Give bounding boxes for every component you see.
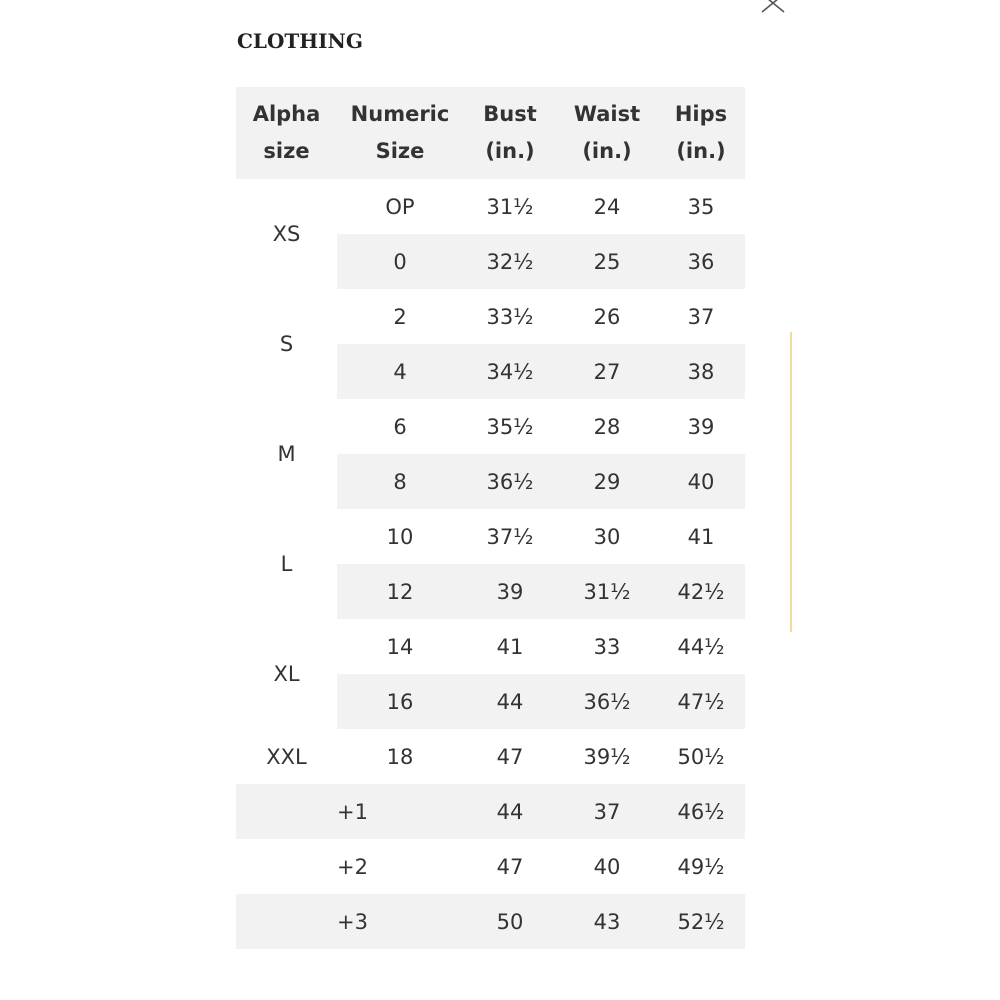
- waist-cell: 37: [557, 784, 657, 839]
- alpha-size-cell: XL: [236, 619, 337, 729]
- hips-cell: 35: [687, 194, 715, 219]
- page-title: CLOTHING: [237, 29, 363, 53]
- table-row: [236, 179, 745, 234]
- header-alpha-size: Alpha size: [236, 87, 337, 179]
- waist-cell: 36½: [557, 674, 657, 729]
- table-row: [236, 729, 745, 784]
- bust-cell: 41: [496, 634, 524, 659]
- waist-cell: 25: [557, 234, 657, 289]
- waist-cell: 26: [593, 304, 621, 329]
- waist-cell: 30: [593, 524, 621, 549]
- hips-cell: 50½: [677, 744, 725, 769]
- numeric-size-cell: 8: [337, 454, 463, 509]
- numeric-size-cell: 18: [386, 744, 414, 769]
- hips-cell: 49½: [677, 854, 725, 879]
- waist-cell: 29: [557, 454, 657, 509]
- bust-cell: 33½: [486, 304, 534, 329]
- bust-cell: 39: [463, 564, 557, 619]
- bust-cell: 35½: [486, 414, 534, 439]
- table-row: [236, 839, 745, 894]
- bust-cell: 34½: [463, 344, 557, 399]
- hips-cell: 47½: [657, 674, 745, 729]
- close-button[interactable]: [756, 0, 790, 14]
- hips-cell: 38: [657, 344, 745, 399]
- alpha-size-cell: M: [236, 399, 337, 509]
- hips-cell: 41: [687, 524, 715, 549]
- bust-cell: 44: [463, 784, 557, 839]
- bust-cell: 32½: [463, 234, 557, 289]
- hips-cell: 39: [687, 414, 715, 439]
- bust-cell: 50: [463, 894, 557, 949]
- alpha-size-cell: XXL: [236, 729, 337, 784]
- size-chart-table: [236, 87, 745, 949]
- plus-size-cell: +1: [236, 784, 463, 839]
- numeric-size-cell: 0: [337, 234, 463, 289]
- bust-cell: 47: [496, 744, 524, 769]
- waist-cell: 28: [593, 414, 621, 439]
- waist-cell: 40: [593, 854, 621, 879]
- waist-cell: 27: [557, 344, 657, 399]
- hips-cell: 42½: [657, 564, 745, 619]
- numeric-size-cell: 2: [393, 304, 407, 329]
- hips-cell: 37: [687, 304, 715, 329]
- close-icon: [756, 0, 790, 14]
- table-row: [236, 894, 745, 949]
- header-hips: Hips (in.): [657, 87, 745, 179]
- numeric-size-cell: 12: [337, 564, 463, 619]
- hips-cell: 36: [657, 234, 745, 289]
- header-waist: Waist (in.): [557, 87, 657, 179]
- bust-cell: 44: [463, 674, 557, 729]
- table-header-row: [236, 87, 745, 179]
- numeric-size-cell: 10: [386, 524, 414, 549]
- numeric-size-cell: 6: [393, 414, 407, 439]
- table-row: [236, 619, 745, 674]
- table-row: [236, 509, 745, 564]
- alpha-size-cell: XS: [236, 179, 337, 289]
- waist-cell: 31½: [557, 564, 657, 619]
- hips-cell: 44½: [677, 634, 725, 659]
- table-row: [236, 784, 745, 839]
- header-bust: Bust (in.): [463, 87, 557, 179]
- waist-cell: 24: [593, 194, 621, 219]
- numeric-size-cell: 16: [337, 674, 463, 729]
- bust-cell: 37½: [486, 524, 534, 549]
- alpha-size-cell: L: [236, 509, 337, 619]
- hips-cell: 52½: [657, 894, 745, 949]
- alpha-size-cell: S: [236, 289, 337, 399]
- bust-cell: 47: [496, 854, 524, 879]
- plus-size-cell: +2: [337, 854, 368, 879]
- plus-size-cell: +3: [236, 894, 463, 949]
- numeric-size-cell: 14: [386, 634, 414, 659]
- table-row: [236, 289, 745, 344]
- header-numeric-size: Numeric Size: [337, 87, 463, 179]
- scrollbar-indicator[interactable]: [790, 332, 792, 632]
- table-row: [236, 399, 745, 454]
- numeric-size-cell: OP: [385, 194, 415, 219]
- waist-cell: 39½: [583, 744, 631, 769]
- numeric-size-cell: 4: [337, 344, 463, 399]
- hips-cell: 46½: [657, 784, 745, 839]
- waist-cell: 33: [593, 634, 621, 659]
- waist-cell: 43: [557, 894, 657, 949]
- hips-cell: 40: [657, 454, 745, 509]
- bust-cell: 36½: [463, 454, 557, 509]
- bust-cell: 31½: [486, 194, 534, 219]
